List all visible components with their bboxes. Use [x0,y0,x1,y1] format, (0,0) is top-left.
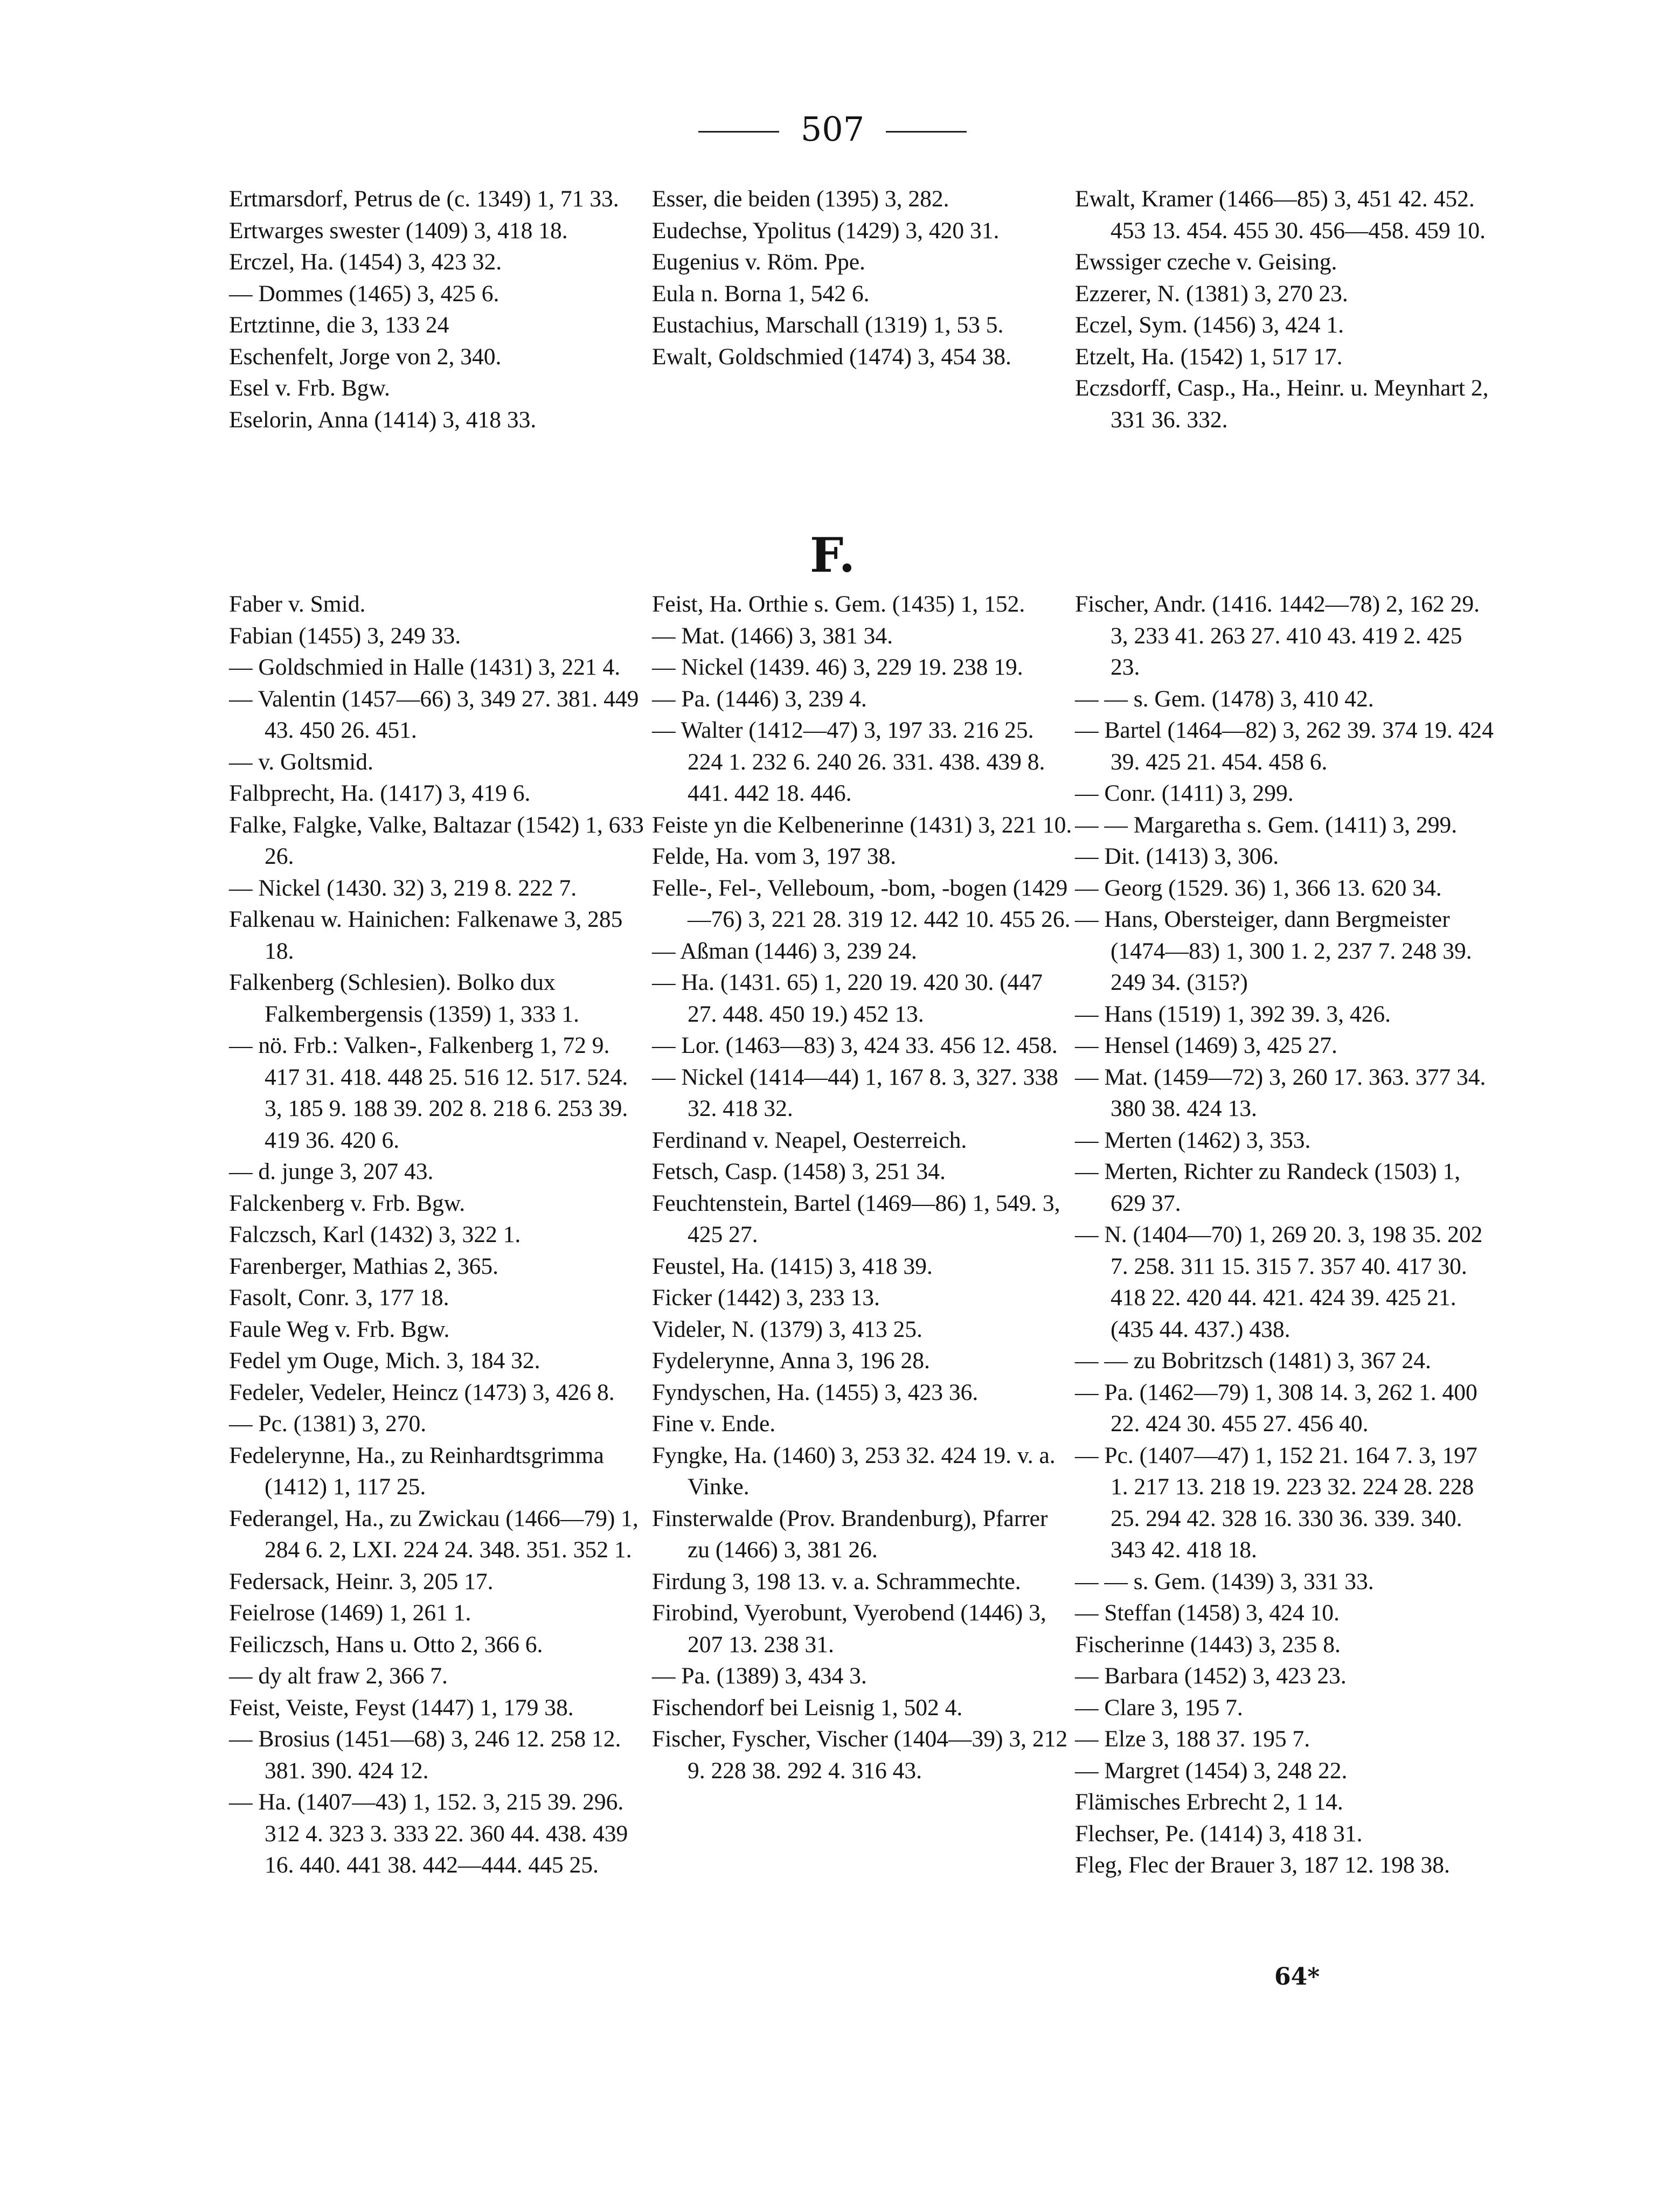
index-entry: Esel v. Frb. Bgw. [229,375,390,401]
header-rule-right [886,131,967,133]
index-entry: Feielrose (1469) 1, 261 1. [229,1600,471,1626]
index-entry: — — Margaretha s. Gem. (1411) 3, 299. [1075,812,1458,838]
index-entry: — v. Goltsmid. [229,748,373,775]
index-entry: — Goldschmied in Halle (1431) 3, 221 4. [229,654,621,680]
index-entry: Feiliczsch, Hans u. Otto 2, 366 6. [229,1631,543,1658]
index-entry: Ficker (1442) 3, 233 13. [652,1285,880,1310]
index-entry: — Walter (1412—47) 3, 197 33. 216 25. 224 1. 232 6. 240 26. 331. 438. 439 8. 441. 442 18. 446. [652,717,1045,806]
index-entry: Eula n. Borna 1, 542 6. [652,280,870,307]
index-entry: — nö. Frb.: Valken-, Falkenberg 1, 72 9. 417 31. 418. 448 25. 516 12. 517. 524. 3, 185 9. 188 39. 202 8. 218 6. 253 39. 419 36. 420 6. [229,1032,628,1153]
index-entry: — Valentin (1457—66) 3, 349 27. 381. 449 43. 450 26. 451. [229,685,639,743]
index-entry: Falczsch, Karl (1432) 3, 322 1. [229,1222,521,1247]
index-entry: Fischendorf bei Leisnig 1, 502 4. [652,1694,963,1721]
index-entry: Eczsdorff, Casp., Ha., Heinr. u. Meynhart 2, 331 36. 332. [1075,375,1489,433]
index-entry: — Pa. (1462—79) 1, 308 14. 3, 262 1. 400 22. 424 30. 455 27. 456 40. [1075,1379,1477,1437]
index-entry: Eugenius v. Röm. Ppe. [652,249,865,275]
index-entry: — N. (1404—70) 1, 269 20. 3, 198 35. 202 7. 258. 311 15. 315 7. 357 40. 417 30. 418 22. 420 44. 421. 424 39. 425 21. (435 44. 437.) 438. [1075,1222,1483,1342]
index-entry: Feuchtenstein, Bartel (1469—86) 1, 549. 3, 425 27. [652,1190,1060,1247]
index-entry: Fedeler, Vedeler, Heincz (1473) 3, 426 8. [229,1379,615,1405]
index-entry: Ertwarges swester (1409) 3, 418 18. [229,217,568,244]
index-entry: — Pc. (1381) 3, 270. [229,1411,427,1437]
index-entry: — Merten, Richter zu Randeck (1503) 1, 629 37. [1075,1159,1461,1216]
index-entry: — — s. Gem. (1478) 3, 410 42. [1075,685,1374,712]
index-entry: Flechser, Pe. (1414) 3, 418 31. [1075,1820,1363,1847]
index-entry: Eczel, Sym. (1456) 3, 424 1. [1075,312,1344,338]
section-letter: F. [809,527,856,583]
index-entry: Fleg, Flec der Brauer 3, 187 12. 198 38. [1075,1852,1450,1878]
index-entry: Federsack, Heinr. 3, 205 17. [229,1568,494,1594]
top-column-3 [1075,183,1495,435]
index-entry: Firdung 3, 198 13. v. a. Schrammechte. [652,1568,1021,1594]
top-column-1 [229,183,649,435]
index-entry: Feist, Veiste, Feyst (1447) 1, 179 38. [229,1694,574,1721]
index-entry: — Nickel (1414—44) 1, 167 8. 3, 327. 338 32. 418 32. [652,1064,1058,1121]
f-column-3 [1075,588,1495,1881]
index-entry: Ferdinand v. Neapel, Oesterreich. [652,1127,967,1153]
index-entry: — Georg (1529. 36) 1, 366 13. 620 34. [1075,875,1442,901]
header-rule-left [698,131,779,133]
index-entry: Falke, Falgke, Valke, Baltazar (1542) 1, 633 26. [229,812,644,869]
index-entry: — Barbara (1452) 3, 423 23. [1075,1663,1347,1689]
index-entry: Falbprecht, Ha. (1417) 3, 419 6. [229,780,531,806]
index-entry: — Nickel (1439. 46) 3, 229 19. 238 19. [652,654,1023,680]
index-entry: Ezzerer, N. (1381) 3, 270 23. [1075,280,1348,307]
index-entry: Felde, Ha. vom 3, 197 38. [652,843,897,869]
index-entry: — d. junge 3, 207 43. [229,1159,434,1184]
index-entry: Flämisches Erbrecht 2, 1 14. [1075,1789,1343,1815]
index-entry: Feiste yn die Kelbenerinne (1431) 3, 221 10. [652,812,1072,838]
index-entry: — — s. Gem. (1439) 3, 331 33. [1075,1568,1374,1594]
index-entry: — Hensel (1469) 3, 425 27. [1075,1032,1337,1058]
index-entry: Felle-, Fel-, Velleboum, -bom, -bogen (1429—76) 3, 221 28. 319 12. 442 10. 455 26. [652,875,1071,932]
index-entry: — — zu Bobritzsch (1481) 3, 367 24. [1075,1348,1431,1374]
index-entry: — Merten (1462) 3, 353. [1075,1127,1311,1153]
index-entry: Feustel, Ha. (1415) 3, 418 39. [652,1253,933,1279]
index-entry: Fine v. Ende. [652,1411,776,1437]
index-entry: Federangel, Ha., zu Zwickau (1466—79) 1, 284 6. 2, LXI. 224 24. 348. 351. 352 1. [229,1505,639,1563]
index-entry: — Mat. (1459—72) 3, 260 17. 363. 377 34. 380 38. 424 13. [1075,1064,1486,1121]
index-entry: Fydelerynne, Anna 3, 196 28. [652,1348,930,1374]
index-entry: Fischer, Andr. (1416. 1442—78) 2, 162 29. 3, 233 41. 263 27. 410 43. 419 2. 425 23. [1075,591,1480,680]
index-entry: — Steffan (1458) 3, 424 10. [1075,1600,1340,1626]
index-entry: — Clare 3, 195 7. [1075,1694,1243,1721]
index-entry: Ewssiger czeche v. Geising. [1075,249,1337,275]
index-entry: — Conr. (1411) 3, 299. [1075,780,1294,806]
index-entry: Finsterwalde (Prov. Brandenburg), Pfarrer zu (1466) 3, 381 26. [652,1505,1048,1563]
index-entry: Erczel, Ha. (1454) 3, 423 32. [229,249,502,275]
index-entry: — Margret (1454) 3, 248 22. [1075,1757,1348,1784]
index-entry: Fyndyschen, Ha. (1455) 3, 423 36. [652,1379,979,1405]
index-entry: Fetsch, Casp. (1458) 3, 251 34. [652,1159,946,1184]
page-header [0,108,1665,151]
index-entry: Etzelt, Ha. (1542) 1, 517 17. [1075,343,1343,370]
page-number: 507 [800,109,865,149]
f-column-1 [229,588,649,1881]
index-entry: — Ha. (1407—43) 1, 152. 3, 215 39. 296. 312 4. 323 3. 333 22. 360 44. 438. 439 16. 440. 441 38. 442—444. 445 25. [229,1789,628,1878]
top-column-2 [652,183,1072,372]
index-entry: Videler, N. (1379) 3, 413 25. [652,1316,922,1342]
signature-mark: 64* [1274,1963,1320,1991]
index-entry: Fischerinne (1443) 3, 235 8. [1075,1631,1341,1658]
index-entry: Fabian (1455) 3, 249 33. [229,622,461,649]
index-entry: Eselorin, Anna (1414) 3, 418 33. [229,406,537,433]
index-entry: — Brosius (1451—68) 3, 246 12. 258 12. 381. 390. 424 12. [229,1726,621,1784]
index-entry: — Ha. (1431. 65) 1, 220 19. 420 30. (447 27. 448. 450 19.) 452 13. [652,969,1043,1027]
index-entry: Esser, die beiden (1395) 3, 282. [652,186,949,212]
index-entry: — Dommes (1465) 3, 425 6. [229,280,500,307]
index-entry: Fyngke, Ha. (1460) 3, 253 32. 424 19. v. a. Vinke. [652,1442,1056,1500]
index-entry: — Hans, Obersteiger, dann Bergmeister (1474—83) 1, 300 1. 2, 237 7. 248 39. 249 34. (315?) [1075,906,1472,995]
index-entry: Faber v. Smid. [229,591,366,617]
index-entry: — Pa. (1446) 3, 239 4. [652,685,867,712]
index-entry: — Mat. (1466) 3, 381 34. [652,622,893,649]
index-entry: Ewalt, Kramer (1466—85) 3, 451 42. 452. 453 13. 454. 455 30. 456—458. 459 10. [1075,186,1486,244]
index-entry: — Bartel (1464—82) 3, 262 39. 374 19. 424 39. 425 21. 454. 458 6. [1075,717,1494,775]
index-entry: — Aßman (1446) 3, 239 24. [652,938,917,964]
f-column-2 [652,588,1072,1786]
index-entry: Ertmarsdorf, Petrus de (c. 1349) 1, 71 33. [229,186,619,212]
index-entry: Fedel ym Ouge, Mich. 3, 184 32. [229,1348,540,1374]
index-entry: Ertztinne, die 3, 133 24 [229,312,449,338]
index-entry: Falkenau w. Hainichen: Falkenawe 3, 285 18. [229,906,623,964]
index-entry: — Pa. (1389) 3, 434 3. [652,1663,867,1689]
index-entry: Eustachius, Marschall (1319) 1, 53 5. [652,312,1004,338]
index-entry: Falkenberg (Schlesien). Bolko dux Falkembergensis (1359) 1, 333 1. [229,969,579,1027]
index-entry: — Pc. (1407—47) 1, 152 21. 164 7. 3, 197 1. 217 13. 218 19. 223 32. 224 28. 228 25. 294 42. 328 16. 330 36. 339. 340. 343 42. 418 18. [1075,1442,1477,1563]
index-entry: — Dit. (1413) 3, 306. [1075,843,1279,869]
index-entry: Falckenberg v. Frb. Bgw. [229,1190,466,1216]
index-entry: Fedelerynne, Ha., zu Reinhardtsgrimma (1412) 1, 117 25. [229,1442,604,1500]
index-entry: Fischer, Fyscher, Vischer (1404—39) 3, 212 9. 228 38. 292 4. 316 43. [652,1726,1068,1784]
index-entry: Ewalt, Goldschmied (1474) 3, 454 38. [652,343,1011,370]
index-entry: Firobind, Vyerobunt, Vyerobend (1446) 3, 207 13. 238 31. [652,1600,1046,1658]
index-entry: Farenberger, Mathias 2, 365. [229,1253,498,1279]
index-entry: — Lor. (1463—83) 3, 424 33. 456 12. 458. [652,1032,1058,1058]
index-entry: — Elze 3, 188 37. 195 7. [1075,1726,1310,1752]
index-entry: Feist, Ha. Orthie s. Gem. (1435) 1, 152. [652,591,1025,617]
index-entry: Fasolt, Conr. 3, 177 18. [229,1285,449,1310]
index-entry: Faule Weg v. Frb. Bgw. [229,1316,450,1342]
index-entry: Eschenfelt, Jorge von 2, 340. [229,343,502,370]
index-entry: — dy alt fraw 2, 366 7. [229,1663,448,1689]
index-entry: — Hans (1519) 1, 392 39. 3, 426. [1075,1001,1391,1027]
index-entry: — Nickel (1430. 32) 3, 219 8. 222 7. [229,875,577,901]
index-entry: Eudechse, Ypolitus (1429) 3, 420 31. [652,217,1000,244]
